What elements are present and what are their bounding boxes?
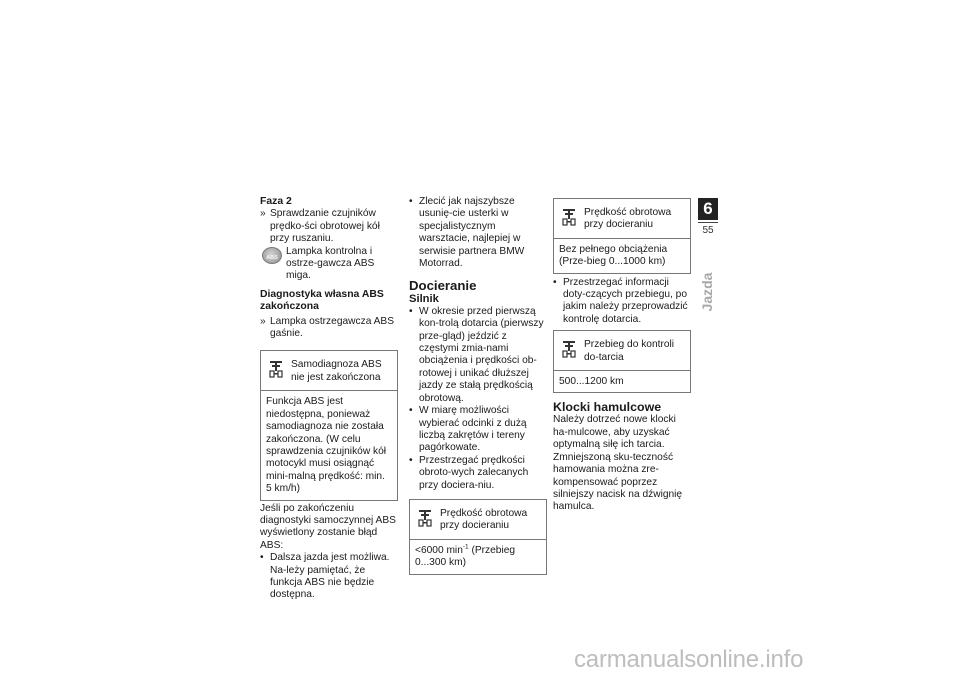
watermark-text: carmanualsonline.info [574,646,804,673]
info-box-title: Prędkość obrotowa przy docieraniu [584,207,672,231]
info-box-header [554,199,690,238]
bullet-text: W okresie przed pierwszą kon-trolą dotarcia (pierwszy prze-gląd) jeździć z częstymi zmia-nami obciążenia i prędkości ob-rotowej i unikać dłuższej jazdy ze stałą prędkością obrotową. [419,305,544,404]
info-box-title: Przebieg do kontroli do-tarcia [584,339,675,363]
bullet-item [409,306,547,405]
step-item [260,316,398,341]
info-box-header [261,351,397,390]
step-item [260,208,398,245]
bullet-item [409,405,547,455]
motorcycle-info-icon [561,208,577,228]
bullet-marker: • [409,305,413,317]
paragraph-klocki: Należy dotrzeć nowe klocki ha-mulcowe, aby uzyskać optymalną siłę ich tarcia. Zmniejszoną sku-teczność hamowania można zre-kompensować poprzez silniejszy nacisk na dźwignię hamulca. [553,414,683,513]
motorcycle-info-icon [268,360,284,380]
bullet-marker: • [409,454,413,466]
heading-klocki-hamulcowe: Klocki hamulcowe [553,400,662,415]
step-text: Lampka ostrzegawcza ABS gaśnie. [270,315,395,340]
info-box-title: Prędkość obrotowa przy docieraniu [440,507,528,532]
info-box-bez-obciazenia [553,198,691,274]
heading-faza-2: Faza 2 [260,196,292,207]
lamp-note-text: Lampka kontrolna i ostrze-gawcza ABS miga. [286,245,375,282]
bullet-text: Przestrzegać prędkości obroto-wych zalecanych przy dociera-niu. [419,454,529,491]
motorcycle-info-icon [417,509,433,529]
info-box-body [410,539,546,574]
info-box-samodiagnoza [260,350,398,500]
step-marker: » [260,315,266,327]
step-marker: » [260,208,266,220]
page-number: 55 [702,225,714,236]
motorcycle-info-icon [561,340,577,360]
info-box-body: 500...1200 km [554,370,690,392]
rpm-mileage: (Przebieg 0...300 km) [415,544,516,569]
info-box-przebieg-kontroli [553,330,691,393]
bullet-item [553,277,691,327]
rpm-exponent: -1 [462,543,469,551]
bullet-text: Dalsza jazda jest możliwa. Na-leży pamiętać, że funkcja ABS nie będzie dostępna. [270,552,390,601]
info-box-predkosc-docieranie [409,499,547,575]
bullet-marker: • [409,196,413,207]
rpm-value: <6000 min [415,544,463,556]
step-text: Sprawdzanie czujników prędko-ści obrotowej kół przy ruszaniu. [270,208,380,245]
paragraph-abs-error: Jeśli po zakończeniu diagnostyki samoczynnej ABS wyświetlony zostanie błąd ABS: [260,502,396,551]
heading-docieranie: Docieranie [409,278,477,294]
column-left [260,196,398,602]
abs-lamp-label: ABS [266,254,278,261]
heading-diagnostyka: Diagnostyka własna ABS zakończona [260,288,384,313]
abs-warning-lamp-icon [262,247,282,264]
heading-silnik: Silnik [409,293,439,306]
info-box-body: Funkcja ABS jest niedostępna, ponieważ samodiagnoza nie została zakończona. (W celu sprawdzenia czujników kół motocykl musi osiągnąć mini-malną prędkość: min. 5 km/h) [261,390,397,499]
bullet-text: Zlecić jak najszybsze usunię-cie usterki w specjalistycznym warsztacie, najlepiej w serwisie partnera BMW Motorrad. [419,196,525,270]
bullet-marker: • [409,405,413,417]
info-box-header [554,331,690,370]
chapter-divider [698,222,718,223]
section-label: Jazda [699,272,715,312]
info-box-title: Samodiagnoza ABS nie jest zakończona [291,359,382,383]
lamp-note [260,246,398,283]
bullet-marker: • [260,552,264,564]
bullet-item [409,455,547,492]
column-middle [409,196,547,575]
info-box-body: Bez pełnego obciążenia (Prze-bieg 0...1000 km) [554,238,690,273]
bullet-text: W miarę możliwości wybierać odcinki z dużą liczbą zakrętów i tereny pagórkowate. [419,405,527,454]
bullet-marker: • [553,276,557,288]
bullet-text: Przestrzegać informacji doty-czących przebiegu, po jakim należy przeprowadzić kontrolę dotarcia. [563,276,688,325]
bullet-item [260,552,398,602]
info-box-header [410,500,546,539]
column-right [553,196,691,514]
bullet-item [409,196,547,270]
chapter-number: 6 [698,198,718,220]
